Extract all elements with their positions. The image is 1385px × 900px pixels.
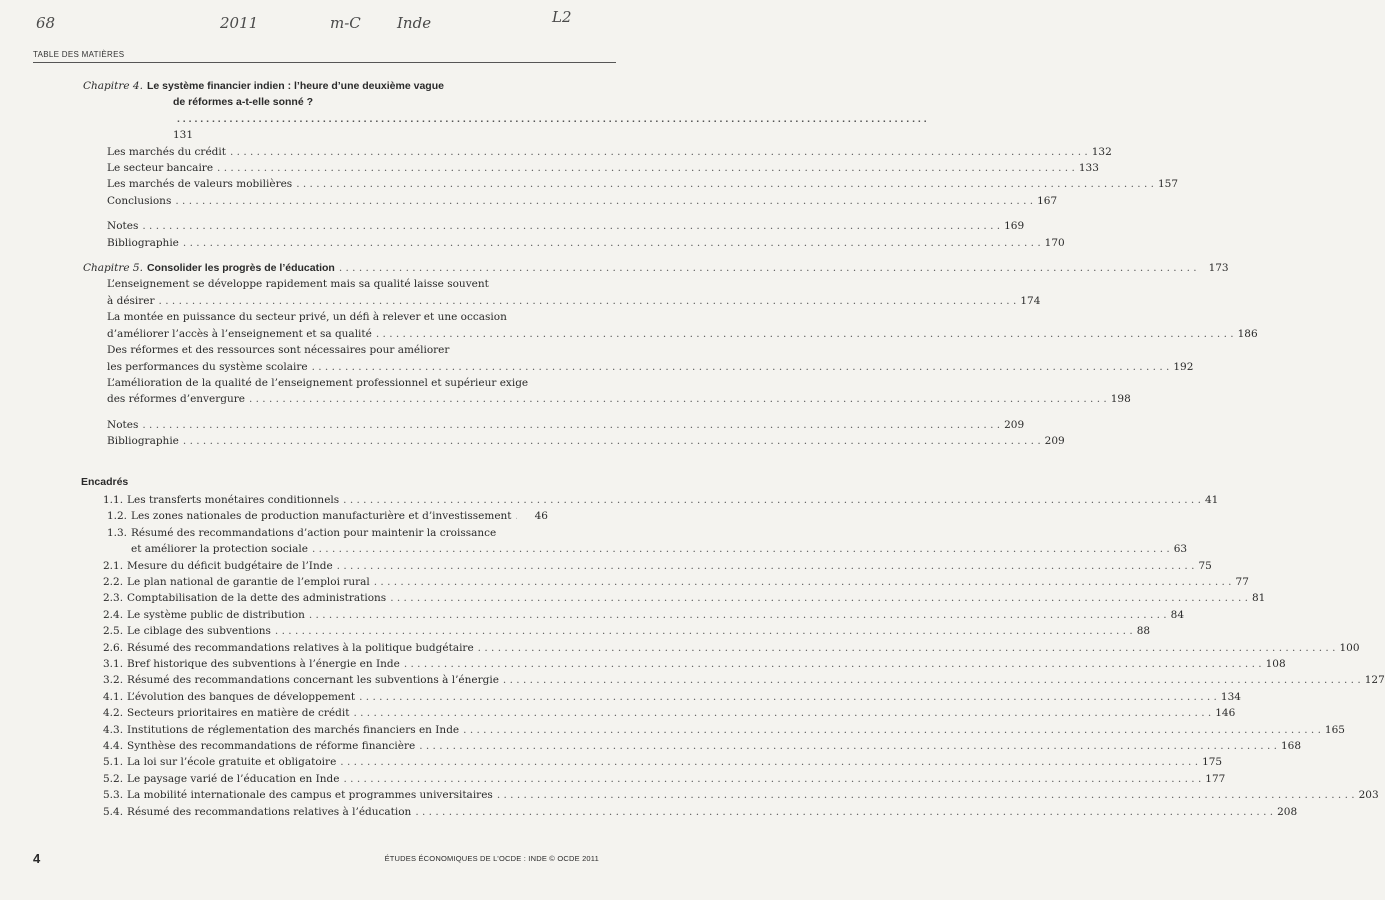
encadre-title: La loi sur l’école gratuite et obligatoire <box>127 756 337 769</box>
encadre-item-last-line <box>103 689 1241 705</box>
dot-leader <box>142 417 1000 433</box>
chapter-5-entries <box>83 276 1258 449</box>
toc-entry-last-line <box>107 326 1258 342</box>
page-number: 84 <box>1170 608 1185 621</box>
toc-entry[interactable] <box>107 309 1258 342</box>
encadre-title: Secteurs prioritaires en matière de crédit <box>127 707 350 720</box>
page-number: 41 <box>1204 493 1219 506</box>
toc-entry[interactable] <box>107 144 1112 160</box>
encadre-title-line: Résumé des recommandations d’action pour maintenir la croissance <box>131 526 497 539</box>
page-number: 100 <box>1339 641 1360 654</box>
encadre-item[interactable] <box>83 771 1226 787</box>
encadre-number: 3.2. <box>103 674 124 687</box>
encadre-item-last-line <box>103 541 1188 557</box>
encadre-item-last-line <box>103 771 1226 787</box>
encadre-number: 1.2. <box>106 510 127 523</box>
toc-entry[interactable] <box>107 218 1025 234</box>
encadre-item[interactable] <box>83 492 1219 508</box>
dot-leader <box>312 541 1170 557</box>
dot-leader <box>275 623 1133 639</box>
toc-entry[interactable] <box>107 160 1099 176</box>
handwritten-note-1: 68 <box>36 14 56 32</box>
chapter-4-label: Chapitre 4. <box>83 80 143 92</box>
encadre-title: Le plan national de garantie de l’emploi rural <box>127 575 370 588</box>
encadre-item[interactable] <box>83 804 1298 820</box>
chapter-5-label: Chapitre 5. <box>83 262 143 275</box>
encadre-item-last-line <box>103 590 1266 606</box>
page-number: 175 <box>1202 756 1223 769</box>
encadre-title: Résumé des recommandations relatives à la politique budgétaire <box>127 641 474 654</box>
toc-entry-title: Le secteur bancaire <box>107 162 214 175</box>
dot-leader <box>337 558 1195 574</box>
encadre-item[interactable] <box>83 525 1188 558</box>
toc-entry-title: Les marchés du crédit <box>107 145 226 158</box>
dot-leader <box>312 359 1170 375</box>
page-number: 77 <box>1235 575 1249 588</box>
dot-leader <box>339 260 1197 276</box>
handwritten-note-4: Inde <box>397 14 432 32</box>
page-number-footer: 4 <box>33 851 41 866</box>
encadre-number: 2.1. <box>103 559 124 572</box>
toc-entry[interactable] <box>107 235 1065 251</box>
encadre-item-last-line <box>103 738 1302 754</box>
page-number: 108 <box>1265 658 1286 670</box>
page-number: 81 <box>1251 592 1266 605</box>
handwritten-note-3: m-C <box>330 14 361 32</box>
footer-publication: ÉTUDES ÉCONOMIQUES DE L’OCDE : INDE © OCDE 2011 <box>384 854 599 863</box>
handwritten-note-2: 2011 <box>220 14 259 32</box>
encadres-heading: Encadrés <box>81 475 129 488</box>
page-number: 169 <box>1004 220 1025 233</box>
encadre-item[interactable] <box>83 656 1286 672</box>
encadre-number: 4.4. <box>103 740 124 753</box>
handwritten-note-5: L2 <box>552 8 572 26</box>
encadre-item-last-line <box>103 640 1360 656</box>
dot-leader <box>503 672 1361 688</box>
encadre-number: 1.3. <box>106 526 127 539</box>
encadre-item-line <box>103 525 548 541</box>
page-number: 173 <box>1208 262 1229 275</box>
chapter-5-title-row <box>147 260 1229 276</box>
encadre-item[interactable] <box>83 607 1185 623</box>
encadre-item[interactable] <box>83 508 548 524</box>
page-number: 146 <box>1215 707 1236 720</box>
dot-leader <box>343 492 1201 508</box>
page-number: 209 <box>1004 418 1025 431</box>
page-number: 177 <box>1205 772 1226 785</box>
page-number: 198 <box>1110 393 1131 406</box>
encadre-item-last-line <box>103 804 1298 820</box>
encadre-title: Synthèse des recommandations de réforme financière <box>127 740 416 753</box>
dot-leader <box>376 326 1234 342</box>
encadre-item-last-line <box>103 722 1345 738</box>
encadre-number: 5.2. <box>103 772 124 785</box>
page-number: 167 <box>1037 194 1058 207</box>
toc-entry-line: L’amélioration de la qualité de l’enseignement professionnel et supérieur exige <box>107 376 529 389</box>
page-number: 46 <box>534 510 548 523</box>
dot-leader <box>230 144 1088 160</box>
dot-leader <box>353 705 1211 721</box>
page-number: 168 <box>1280 740 1302 753</box>
encadre-item[interactable] <box>83 754 1223 770</box>
toc-entry-line: La montée en puissance du secteur privé, un défi à relever et une occasion <box>107 311 507 324</box>
page-number: 134 <box>1220 690 1241 703</box>
encadre-number: 3.1. <box>103 658 124 670</box>
dot-leader <box>390 590 1248 606</box>
page-number: 203 <box>1358 789 1379 802</box>
page-number: 174 <box>1020 294 1041 307</box>
page-number: 170 <box>1044 236 1065 249</box>
encadre-item-last-line <box>103 492 1219 508</box>
encadre-title: Bref historique des subventions à l’énergie en Inde <box>127 658 400 670</box>
chapter-4-title <box>147 78 931 144</box>
encadre-title: L’évolution des banques de développement <box>127 690 356 703</box>
encadres-list <box>83 492 1385 820</box>
dot-leader <box>309 607 1167 623</box>
toc-entry-line: Des réformes et des ressources sont nécessaires pour améliorer <box>107 344 450 357</box>
dot-leader <box>463 722 1321 738</box>
encadre-title: Les zones nationales de production manufacturière et d’investissement <box>131 510 512 523</box>
encadre-item-last-line <box>103 705 1236 721</box>
encadre-title: Institutions de réglementation des marchés financiers en Inde <box>127 723 460 736</box>
encadre-title: Les transferts monétaires conditionnels <box>127 493 340 506</box>
toc-entry[interactable] <box>107 375 1131 408</box>
toc-entry-title: Notes <box>107 418 139 431</box>
encadre-title: Mesure du déficit budgétaire de l’Inde <box>127 559 333 572</box>
chapter-5-title: Consolider les progrès de l’éducation <box>146 262 335 275</box>
encadre-title: Le paysage varié de l’éducation en Inde <box>127 772 340 785</box>
encadre-item[interactable] <box>83 558 1212 574</box>
page-number: 186 <box>1237 327 1258 340</box>
dot-leader <box>415 804 1273 820</box>
encadre-item[interactable] <box>83 590 1266 606</box>
dot-leader <box>183 235 1041 251</box>
dot-leader <box>478 640 1336 656</box>
page-number: 133 <box>1078 162 1099 175</box>
toc-entry-last-line <box>107 293 1041 309</box>
encadre-number: 5.3. <box>103 789 124 802</box>
dot-leader <box>249 391 1107 407</box>
toc-entry-title: Notes <box>107 220 139 233</box>
encadre-number: 5.1. <box>103 756 124 769</box>
encadre-number: 1.1. <box>103 493 124 506</box>
encadre-item-last-line <box>103 656 1286 672</box>
encadre-item[interactable] <box>83 705 1236 721</box>
encadre-title: et améliorer la protection sociale <box>131 543 308 556</box>
encadre-item-last-line <box>103 754 1223 770</box>
page-number: 157 <box>1157 178 1179 191</box>
dot-leader <box>183 433 1041 449</box>
encadre-item[interactable] <box>83 672 1385 688</box>
dot-leader <box>142 218 1000 234</box>
encadre-number: 2.6. <box>103 641 124 654</box>
page-number: 208 <box>1277 805 1298 818</box>
table-of-contents <box>81 78 1385 820</box>
encadre-number: 4.1. <box>103 690 124 703</box>
toc-entry-title: Les marchés de valeurs mobilières <box>107 178 293 191</box>
encadre-item-last-line <box>103 508 548 524</box>
toc-entry-title: à désirer <box>107 294 155 307</box>
encadre-item-last-line <box>103 558 1212 574</box>
page-number: 88 <box>1136 625 1151 638</box>
encadre-item[interactable] <box>83 722 1345 738</box>
page-number: 75 <box>1198 559 1212 572</box>
toc-entry[interactable] <box>107 433 1065 449</box>
page-number: 165 <box>1324 723 1345 736</box>
toc-entry[interactable] <box>107 276 1041 309</box>
chapter-4-heading[interactable] <box>83 78 548 144</box>
encadre-title: Le système public de distribution <box>127 608 305 621</box>
encadre-item[interactable] <box>83 738 1302 754</box>
page-number: 192 <box>1173 360 1194 373</box>
encadre-number: 5.4. <box>103 805 124 818</box>
encadre-title: La mobilité internationale des campus et programmes universitaires <box>127 789 493 802</box>
encadre-item-last-line <box>103 787 1379 803</box>
chapter-5-heading[interactable] <box>83 260 1229 276</box>
toc-entry-line: L’enseignement se développe rapidement mais sa qualité laisse souvent <box>107 278 489 291</box>
encadre-item-last-line <box>103 672 1385 688</box>
page-number: 209 <box>1044 435 1065 448</box>
dot-leader <box>404 656 1262 672</box>
encadre-item-last-line <box>103 574 1249 590</box>
encadre-number: 2.4. <box>103 608 124 621</box>
encadre-title: Comptabilisation de la dette des administrations <box>127 592 387 605</box>
dot-leader <box>159 293 1017 309</box>
toc-entry-title: Bibliographie <box>107 236 179 249</box>
encadre-number: 4.3. <box>103 723 124 736</box>
encadre-title: Résumé des recommandations relatives à l’éducation <box>127 805 412 818</box>
dot-leader <box>340 754 1198 770</box>
dot-leader <box>177 113 927 125</box>
encadre-title: Résumé des recommandations concernant les subventions à l’énergie <box>127 674 499 687</box>
toc-entry-title: Conclusions <box>107 194 172 207</box>
page-number: 131 <box>172 129 193 142</box>
page-number: 63 <box>1173 543 1188 556</box>
toc-entry-title: des réformes d’envergure <box>107 393 245 406</box>
toc-entry-title: les performances du système scolaire <box>107 360 308 373</box>
dot-leader <box>344 771 1202 787</box>
dot-leader <box>374 574 1232 590</box>
toc-entry[interactable] <box>107 193 1058 209</box>
dot-leader <box>359 689 1217 705</box>
toc-entry-last-line <box>107 359 1194 375</box>
header-rule <box>33 62 616 63</box>
chapter-4-title-line1: Le système financier indien : l’heure d’une deuxième vague <box>146 80 444 92</box>
toc-entry-last-line <box>107 391 1131 407</box>
encadre-item[interactable] <box>83 640 1360 656</box>
toc-entry-title: Bibliographie <box>107 435 179 448</box>
dot-leader <box>296 176 1154 192</box>
page-number: 127 <box>1364 674 1385 687</box>
encadre-item-last-line <box>103 607 1185 623</box>
chapter-4-title-text: de réformes a-t-elle sonné ? <box>172 96 313 109</box>
encadre-item[interactable] <box>83 574 1249 590</box>
toc-entry[interactable] <box>107 417 1025 433</box>
encadre-number: 4.2. <box>103 707 124 720</box>
page-number: 132 <box>1091 145 1112 158</box>
chapter-4-title-line2 <box>147 94 931 143</box>
encadre-number: 2.2. <box>103 575 124 588</box>
encadre-item[interactable] <box>83 787 1379 803</box>
toc-entry-title: d’améliorer l’accès à l’enseignement et sa qualité <box>107 327 372 340</box>
encadre-item[interactable] <box>83 623 1151 639</box>
chapter-4-entries <box>83 144 1179 251</box>
encadre-number: 2.5. <box>103 625 124 638</box>
encadre-title: Le ciblage des subventions <box>127 625 271 638</box>
toc-entry[interactable] <box>107 176 1179 192</box>
encadre-number: 2.3. <box>103 592 124 605</box>
toc-entry[interactable] <box>107 342 1194 375</box>
dot-leader <box>217 160 1075 176</box>
dot-leader <box>175 193 1033 209</box>
running-head: TABLE DES MATIÈRES <box>33 50 125 59</box>
encadre-item-last-line <box>103 623 1151 639</box>
dot-leader <box>419 738 1277 754</box>
encadre-item[interactable] <box>83 689 1241 705</box>
dot-leader <box>497 787 1355 803</box>
